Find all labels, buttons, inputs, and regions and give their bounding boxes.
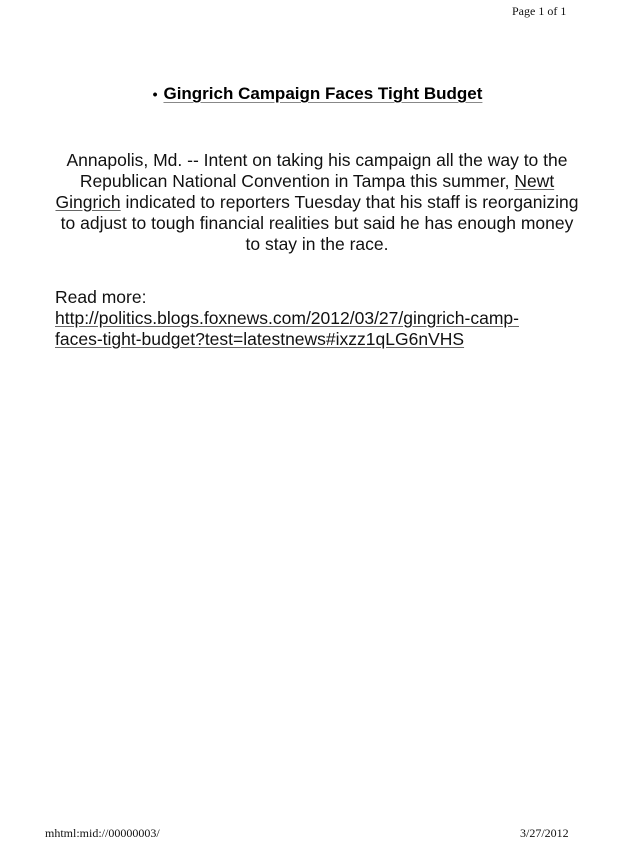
footer-source: mhtml:mid://00000003/ [45,826,160,840]
newt-gingrich-link[interactable]: Newt Gingrich [55,171,555,212]
bullet-icon: • [152,86,158,102]
headline-row [0,84,635,104]
article-body-text-1: Annapolis, Md. -- Intent on taking his campaign all the way to the Republican National Convention in Tampa this summer, [66,150,568,191]
headline-link[interactable]: Gingrich Campaign Faces Tight Budget [163,84,483,103]
read-more-url-line2: faces-tight-budget?test=latestnews#ixzz1qLG6nVHS [55,329,465,349]
footer-date: 3/27/2012 [520,826,569,840]
page-indicator: Page 1 of 1 [512,4,567,18]
article-body [52,150,582,255]
read-more-url-line1: http://politics.blogs.foxnews.com/2012/03/27/gingrich-camp- [55,308,519,328]
read-more-section [55,287,595,350]
article-body-text-2: indicated to reporters Tuesday that his staff is reorganizing to adjust to tough financial realities but said he has enough money to stay in the race. [60,192,579,254]
read-more-label: Read more: [55,287,147,307]
read-more-link[interactable] [55,308,519,349]
